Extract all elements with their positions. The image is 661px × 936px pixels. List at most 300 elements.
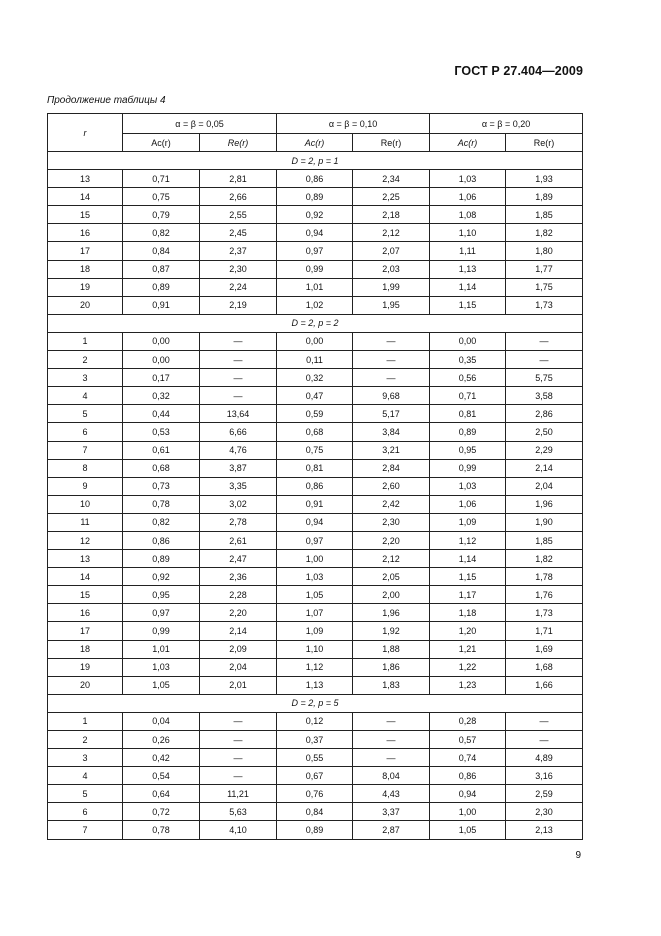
value-cell: 0,82 xyxy=(123,513,200,531)
row-index-cell: 4 xyxy=(48,387,123,405)
value-cell: 0,89 xyxy=(123,278,200,296)
value-cell: 0,67 xyxy=(277,767,353,785)
value-cell: 1,80 xyxy=(506,242,583,260)
value-cell: 0,86 xyxy=(123,531,200,549)
table-caption: Продолжение таблицы 4 xyxy=(47,95,166,106)
value-cell: 1,13 xyxy=(277,676,353,694)
sub-header: Re(r) xyxy=(506,134,583,152)
value-cell: 1,12 xyxy=(277,658,353,676)
value-cell: 1,76 xyxy=(506,586,583,604)
value-cell: 4,89 xyxy=(506,749,583,767)
value-cell: 1,09 xyxy=(430,513,506,531)
value-cell: 2,20 xyxy=(353,531,430,549)
section-title: D = 2, p = 5 xyxy=(48,694,583,712)
value-cell: 1,88 xyxy=(353,640,430,658)
row-index-cell: 16 xyxy=(48,224,123,242)
row-index-cell: 7 xyxy=(48,441,123,459)
value-cell: 1,08 xyxy=(430,206,506,224)
value-cell: 0,54 xyxy=(123,767,200,785)
value-cell: 0,73 xyxy=(123,477,200,495)
value-cell: — xyxy=(200,332,277,350)
value-cell: 0,35 xyxy=(430,351,506,369)
value-cell: 3,87 xyxy=(200,459,277,477)
row-index-cell: 20 xyxy=(48,296,123,314)
value-cell: 0,75 xyxy=(277,441,353,459)
value-cell: 6,66 xyxy=(200,423,277,441)
table-row xyxy=(48,712,583,730)
value-cell: 0,86 xyxy=(277,170,353,188)
row-index-cell: 5 xyxy=(48,785,123,803)
value-cell: 0,81 xyxy=(277,459,353,477)
value-cell: 1,71 xyxy=(506,622,583,640)
value-cell: 0,92 xyxy=(123,568,200,586)
value-cell: — xyxy=(200,712,277,730)
table-row xyxy=(48,550,583,568)
value-cell: 1,13 xyxy=(430,260,506,278)
table-header xyxy=(48,114,583,152)
value-cell: 0,99 xyxy=(430,459,506,477)
value-cell: 1,14 xyxy=(430,278,506,296)
value-cell: 2,60 xyxy=(353,477,430,495)
value-cell: 1,15 xyxy=(430,296,506,314)
value-cell: — xyxy=(200,369,277,387)
value-cell: 0,89 xyxy=(430,423,506,441)
table-row xyxy=(48,731,583,749)
value-cell: 2,05 xyxy=(353,568,430,586)
value-cell: 1,02 xyxy=(277,296,353,314)
table-row xyxy=(48,260,583,278)
section-row xyxy=(48,152,583,170)
value-cell: 1,22 xyxy=(430,658,506,676)
value-cell: — xyxy=(200,387,277,405)
value-cell: 2,42 xyxy=(353,495,430,513)
value-cell: — xyxy=(506,351,583,369)
table-row xyxy=(48,459,583,477)
value-cell: 0,89 xyxy=(277,188,353,206)
value-cell: — xyxy=(353,351,430,369)
value-cell: 0,89 xyxy=(277,821,353,839)
value-cell: 1,73 xyxy=(506,604,583,622)
row-index-cell: 6 xyxy=(48,423,123,441)
table-row xyxy=(48,658,583,676)
table-row xyxy=(48,278,583,296)
value-cell: 1,12 xyxy=(430,531,506,549)
value-cell: 2,45 xyxy=(200,224,277,242)
sub-header: Ac(r) xyxy=(277,134,353,152)
value-cell: 13,64 xyxy=(200,405,277,423)
table-row xyxy=(48,477,583,495)
value-cell: 1,92 xyxy=(353,622,430,640)
value-cell: 1,03 xyxy=(277,568,353,586)
row-index-cell: 9 xyxy=(48,477,123,495)
value-cell: 0,00 xyxy=(430,332,506,350)
value-cell: 0,94 xyxy=(277,513,353,531)
document-code: ГОСТ Р 27.404—2009 xyxy=(454,64,583,78)
sub-header: Ac(r) xyxy=(430,134,506,152)
row-index-cell: 12 xyxy=(48,531,123,549)
value-cell: 5,75 xyxy=(506,369,583,387)
value-cell: 1,03 xyxy=(430,170,506,188)
value-cell: 11,21 xyxy=(200,785,277,803)
value-cell: 2,24 xyxy=(200,278,277,296)
value-cell: — xyxy=(353,731,430,749)
value-cell: 1,00 xyxy=(277,550,353,568)
value-cell: 9,68 xyxy=(353,387,430,405)
value-cell: 1,00 xyxy=(430,803,506,821)
value-cell: 0,91 xyxy=(123,296,200,314)
value-cell: 1,20 xyxy=(430,622,506,640)
value-cell: 2,78 xyxy=(200,513,277,531)
value-cell: 2,30 xyxy=(200,260,277,278)
value-cell: 2,84 xyxy=(353,459,430,477)
table-row xyxy=(48,423,583,441)
value-cell: 8,04 xyxy=(353,767,430,785)
row-index-cell: 14 xyxy=(48,568,123,586)
value-cell: 0,44 xyxy=(123,405,200,423)
value-cell: 0,61 xyxy=(123,441,200,459)
row-index-cell: 1 xyxy=(48,712,123,730)
row-index-cell: 18 xyxy=(48,640,123,658)
table-row xyxy=(48,296,583,314)
value-cell: 0,32 xyxy=(123,387,200,405)
table-row xyxy=(48,640,583,658)
row-index-cell: 6 xyxy=(48,803,123,821)
row-index-cell: 7 xyxy=(48,821,123,839)
value-cell: 0,75 xyxy=(123,188,200,206)
value-cell: — xyxy=(353,332,430,350)
value-cell: 2,29 xyxy=(506,441,583,459)
value-cell: 4,10 xyxy=(200,821,277,839)
page-number: 9 xyxy=(575,850,581,861)
r-column-header: r xyxy=(48,114,123,152)
row-index-cell: 19 xyxy=(48,658,123,676)
value-cell: 2,20 xyxy=(200,604,277,622)
value-cell: 1,17 xyxy=(430,586,506,604)
value-cell: 3,58 xyxy=(506,387,583,405)
table-row xyxy=(48,206,583,224)
value-cell: 1,78 xyxy=(506,568,583,586)
row-index-cell: 3 xyxy=(48,749,123,767)
table-row xyxy=(48,586,583,604)
row-index-cell: 13 xyxy=(48,550,123,568)
row-index-cell: 14 xyxy=(48,188,123,206)
value-cell: 0,92 xyxy=(277,206,353,224)
value-cell: 1,96 xyxy=(506,495,583,513)
table-row xyxy=(48,785,583,803)
value-cell: 2,34 xyxy=(353,170,430,188)
row-index-cell: 2 xyxy=(48,731,123,749)
section-row xyxy=(48,694,583,712)
value-cell: 2,03 xyxy=(353,260,430,278)
value-cell: — xyxy=(200,749,277,767)
row-index-cell: 10 xyxy=(48,495,123,513)
table-row xyxy=(48,441,583,459)
value-cell: 3,21 xyxy=(353,441,430,459)
value-cell: 2,30 xyxy=(353,513,430,531)
value-cell: 0,12 xyxy=(277,712,353,730)
value-cell: 2,25 xyxy=(353,188,430,206)
value-cell: 2,12 xyxy=(353,224,430,242)
value-cell: 1,05 xyxy=(123,676,200,694)
value-cell: 0,04 xyxy=(123,712,200,730)
value-cell: 2,04 xyxy=(506,477,583,495)
value-cell: 1,01 xyxy=(277,278,353,296)
value-cell: 0,84 xyxy=(277,803,353,821)
value-cell: — xyxy=(506,731,583,749)
value-cell: 0,97 xyxy=(277,531,353,549)
table-row xyxy=(48,803,583,821)
row-index-cell: 2 xyxy=(48,351,123,369)
value-cell: 2,12 xyxy=(353,550,430,568)
value-cell: 2,37 xyxy=(200,242,277,260)
value-cell: 0,94 xyxy=(277,224,353,242)
table-row xyxy=(48,495,583,513)
value-cell: 1,82 xyxy=(506,550,583,568)
value-cell: 0,00 xyxy=(277,332,353,350)
value-cell: 1,18 xyxy=(430,604,506,622)
value-cell: 0,97 xyxy=(123,604,200,622)
value-cell: 1,11 xyxy=(430,242,506,260)
value-cell: 2,07 xyxy=(353,242,430,260)
value-cell: 0,84 xyxy=(123,242,200,260)
row-index-cell: 13 xyxy=(48,170,123,188)
value-cell: 2,50 xyxy=(506,423,583,441)
value-cell: 1,03 xyxy=(123,658,200,676)
row-index-cell: 15 xyxy=(48,586,123,604)
value-cell: 0,64 xyxy=(123,785,200,803)
value-cell: 1,95 xyxy=(353,296,430,314)
value-cell: 0,59 xyxy=(277,405,353,423)
sub-header: Re(r) xyxy=(200,134,277,152)
value-cell: 2,09 xyxy=(200,640,277,658)
value-cell: 2,14 xyxy=(200,622,277,640)
group-header: α = β = 0,10 xyxy=(277,114,430,134)
value-cell: 0,00 xyxy=(123,332,200,350)
value-cell: 1,73 xyxy=(506,296,583,314)
table-body xyxy=(48,152,583,840)
table-row xyxy=(48,767,583,785)
value-cell: 1,90 xyxy=(506,513,583,531)
value-cell: 1,05 xyxy=(277,586,353,604)
value-cell: 2,81 xyxy=(200,170,277,188)
group-header: α = β = 0,20 xyxy=(430,114,583,134)
table-row xyxy=(48,604,583,622)
value-cell: 1,75 xyxy=(506,278,583,296)
value-cell: — xyxy=(353,369,430,387)
value-cell: 1,06 xyxy=(430,188,506,206)
value-cell: 1,85 xyxy=(506,531,583,549)
value-cell: 2,61 xyxy=(200,531,277,549)
value-cell: 0,82 xyxy=(123,224,200,242)
row-index-cell: 19 xyxy=(48,278,123,296)
value-cell: 2,87 xyxy=(353,821,430,839)
value-cell: 1,99 xyxy=(353,278,430,296)
value-cell: 1,01 xyxy=(123,640,200,658)
table-row xyxy=(48,387,583,405)
table-row xyxy=(48,622,583,640)
table-row xyxy=(48,568,583,586)
value-cell: 0,89 xyxy=(123,550,200,568)
value-cell: — xyxy=(200,731,277,749)
table-row xyxy=(48,369,583,387)
value-cell: 0,53 xyxy=(123,423,200,441)
row-index-cell: 15 xyxy=(48,206,123,224)
table-row xyxy=(48,513,583,531)
value-cell: 1,86 xyxy=(353,658,430,676)
value-cell: 1,15 xyxy=(430,568,506,586)
value-cell: 1,89 xyxy=(506,188,583,206)
value-cell: — xyxy=(353,712,430,730)
value-cell: 1,03 xyxy=(430,477,506,495)
value-cell: 1,93 xyxy=(506,170,583,188)
value-cell: 1,82 xyxy=(506,224,583,242)
value-cell: 4,76 xyxy=(200,441,277,459)
row-index-cell: 16 xyxy=(48,604,123,622)
value-cell: 5,63 xyxy=(200,803,277,821)
value-cell: 0,95 xyxy=(123,586,200,604)
value-cell: 0,56 xyxy=(430,369,506,387)
value-cell: 0,11 xyxy=(277,351,353,369)
table-row xyxy=(48,170,583,188)
value-cell: 1,68 xyxy=(506,658,583,676)
table-row xyxy=(48,405,583,423)
value-cell: 1,05 xyxy=(430,821,506,839)
table-row xyxy=(48,531,583,549)
row-index-cell: 8 xyxy=(48,459,123,477)
value-cell: 1,77 xyxy=(506,260,583,278)
row-index-cell: 17 xyxy=(48,622,123,640)
value-cell: 0,37 xyxy=(277,731,353,749)
value-cell: 1,10 xyxy=(430,224,506,242)
row-index-cell: 11 xyxy=(48,513,123,531)
value-cell: — xyxy=(200,351,277,369)
value-cell: 0,95 xyxy=(430,441,506,459)
value-cell: 0,00 xyxy=(123,351,200,369)
row-index-cell: 1 xyxy=(48,332,123,350)
table-row xyxy=(48,224,583,242)
value-cell: 1,09 xyxy=(277,622,353,640)
value-cell: 3,16 xyxy=(506,767,583,785)
value-cell: 0,99 xyxy=(123,622,200,640)
value-cell: 1,69 xyxy=(506,640,583,658)
value-cell: 0,94 xyxy=(430,785,506,803)
sub-header: Ac(r) xyxy=(123,134,200,152)
value-cell: 3,37 xyxy=(353,803,430,821)
value-cell: 0,68 xyxy=(123,459,200,477)
table-row xyxy=(48,749,583,767)
value-cell: — xyxy=(506,712,583,730)
row-index-cell: 3 xyxy=(48,369,123,387)
section-title: D = 2, p = 1 xyxy=(48,152,583,170)
value-cell: 1,07 xyxy=(277,604,353,622)
value-cell: 2,86 xyxy=(506,405,583,423)
row-index-cell: 5 xyxy=(48,405,123,423)
value-cell: 0,32 xyxy=(277,369,353,387)
value-cell: 2,59 xyxy=(506,785,583,803)
value-cell: 0,42 xyxy=(123,749,200,767)
value-cell: 3,02 xyxy=(200,495,277,513)
value-cell: 0,68 xyxy=(277,423,353,441)
value-cell: 1,21 xyxy=(430,640,506,658)
value-cell: — xyxy=(200,767,277,785)
value-cell: 0,86 xyxy=(277,477,353,495)
section-row xyxy=(48,314,583,332)
group-header: α = β = 0,05 xyxy=(123,114,277,134)
table-row xyxy=(48,351,583,369)
value-cell: 2,00 xyxy=(353,586,430,604)
value-cell: 1,66 xyxy=(506,676,583,694)
value-cell: 0,57 xyxy=(430,731,506,749)
row-index-cell: 18 xyxy=(48,260,123,278)
table-row xyxy=(48,242,583,260)
value-cell: 2,19 xyxy=(200,296,277,314)
value-cell: 2,66 xyxy=(200,188,277,206)
sub-header: Re(r) xyxy=(353,134,430,152)
value-cell: 1,83 xyxy=(353,676,430,694)
value-cell: 0,74 xyxy=(430,749,506,767)
value-cell: 0,78 xyxy=(123,821,200,839)
row-index-cell: 17 xyxy=(48,242,123,260)
value-cell: 0,99 xyxy=(277,260,353,278)
value-cell: 0,71 xyxy=(430,387,506,405)
value-cell: — xyxy=(353,749,430,767)
value-cell: 2,55 xyxy=(200,206,277,224)
value-cell: 0,55 xyxy=(277,749,353,767)
value-cell: 5,17 xyxy=(353,405,430,423)
row-index-cell: 4 xyxy=(48,767,123,785)
value-cell: 3,35 xyxy=(200,477,277,495)
value-cell: 0,87 xyxy=(123,260,200,278)
table-row xyxy=(48,188,583,206)
value-cell: 0,81 xyxy=(430,405,506,423)
value-cell: 1,06 xyxy=(430,495,506,513)
value-cell: 0,72 xyxy=(123,803,200,821)
value-cell: 1,14 xyxy=(430,550,506,568)
value-cell: 1,96 xyxy=(353,604,430,622)
table-row xyxy=(48,821,583,839)
value-cell: 0,79 xyxy=(123,206,200,224)
value-cell: 0,97 xyxy=(277,242,353,260)
table-row xyxy=(48,332,583,350)
value-cell: 0,91 xyxy=(277,495,353,513)
value-cell: 0,76 xyxy=(277,785,353,803)
value-cell: 0,26 xyxy=(123,731,200,749)
value-cell: 2,18 xyxy=(353,206,430,224)
value-cell: 0,17 xyxy=(123,369,200,387)
value-cell: 2,28 xyxy=(200,586,277,604)
value-cell: 2,01 xyxy=(200,676,277,694)
value-cell: 2,14 xyxy=(506,459,583,477)
row-index-cell: 20 xyxy=(48,676,123,694)
data-table xyxy=(47,113,583,840)
value-cell: 0,28 xyxy=(430,712,506,730)
value-cell: — xyxy=(506,332,583,350)
value-cell: 0,78 xyxy=(123,495,200,513)
value-cell: 2,30 xyxy=(506,803,583,821)
value-cell: 0,71 xyxy=(123,170,200,188)
value-cell: 4,43 xyxy=(353,785,430,803)
value-cell: 2,47 xyxy=(200,550,277,568)
value-cell: 1,85 xyxy=(506,206,583,224)
value-cell: 2,04 xyxy=(200,658,277,676)
value-cell: 0,86 xyxy=(430,767,506,785)
value-cell: 0,47 xyxy=(277,387,353,405)
value-cell: 2,13 xyxy=(506,821,583,839)
value-cell: 3,84 xyxy=(353,423,430,441)
section-title: D = 2, p = 2 xyxy=(48,314,583,332)
table-row xyxy=(48,676,583,694)
value-cell: 2,36 xyxy=(200,568,277,586)
